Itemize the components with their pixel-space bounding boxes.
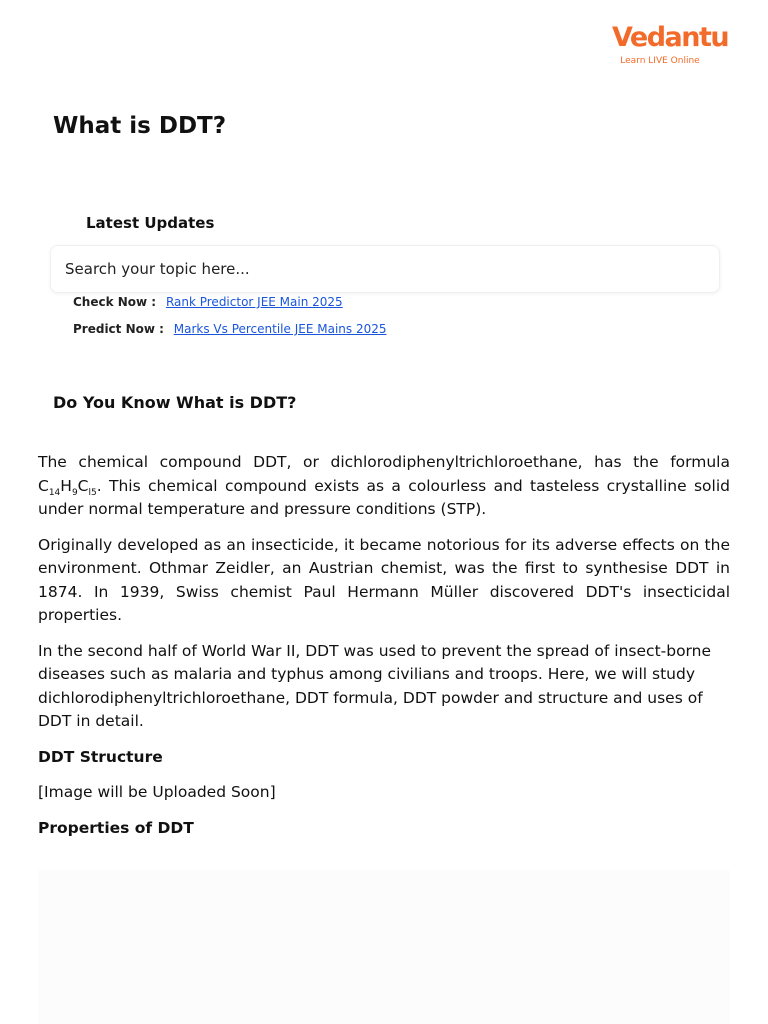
image-placeholder-text: [Image will be Uploaded Soon] xyxy=(38,783,276,801)
paragraph-history: Originally developed as an insecticide, it became notorious for its adverse effects on the environment. Othmar Zeidler, an Austrian chemist, was the first to synthesise DDT in 1874. In 1939, Swiss chemist Paul Hermann Müller discovered DDT's insecticidal properties. xyxy=(38,535,730,624)
search-input[interactable] xyxy=(51,246,665,292)
heading-properties-of-ddt: Properties of DDT xyxy=(38,818,194,837)
heading-ddt-structure: DDT Structure xyxy=(38,747,163,766)
search-box[interactable] xyxy=(50,245,720,293)
logo-wordmark: Vedantu xyxy=(612,22,729,53)
update-item-marks-vs-percentile xyxy=(73,321,386,337)
marks-vs-percentile-link[interactable]: Marks Vs Percentile JEE Mains 2025 xyxy=(173,322,387,336)
update-label: Check Now : xyxy=(73,295,157,309)
paragraph-intro: The chemical compound DDT, or dichlorodiphenyltrichloroethane, has the formula $C_{14}H_9C_{l5}$. This chemical compound exists as a colourless and tasteless crystalline solid under normal temperature and pressure conditions (STP). xyxy=(38,453,730,518)
section-heading: Do You Know What is DDT? xyxy=(53,393,297,412)
update-label: Predict Now : xyxy=(73,322,164,336)
rank-predictor-link[interactable]: Rank Predictor JEE Main 2025 xyxy=(165,295,343,309)
content-placeholder-area xyxy=(38,870,730,1024)
logo-tagline: Learn LIVE Online xyxy=(620,56,700,66)
page-title: What is DDT? xyxy=(53,113,227,139)
update-item-rank-predictor xyxy=(73,294,343,310)
vedantu-logo[interactable] xyxy=(612,22,729,66)
latest-updates-heading: Latest Updates xyxy=(86,214,215,232)
article-content xyxy=(38,451,730,852)
paragraph-wwii: In the second half of World War II, DDT was used to prevent the spread of insect-borne diseases such as malaria and typhus among civilians and troops. Here, we will study dichlorodiphenyltrichloroethane, DDT formula, DDT powder and structure and uses of DDT in detail. xyxy=(38,641,712,730)
